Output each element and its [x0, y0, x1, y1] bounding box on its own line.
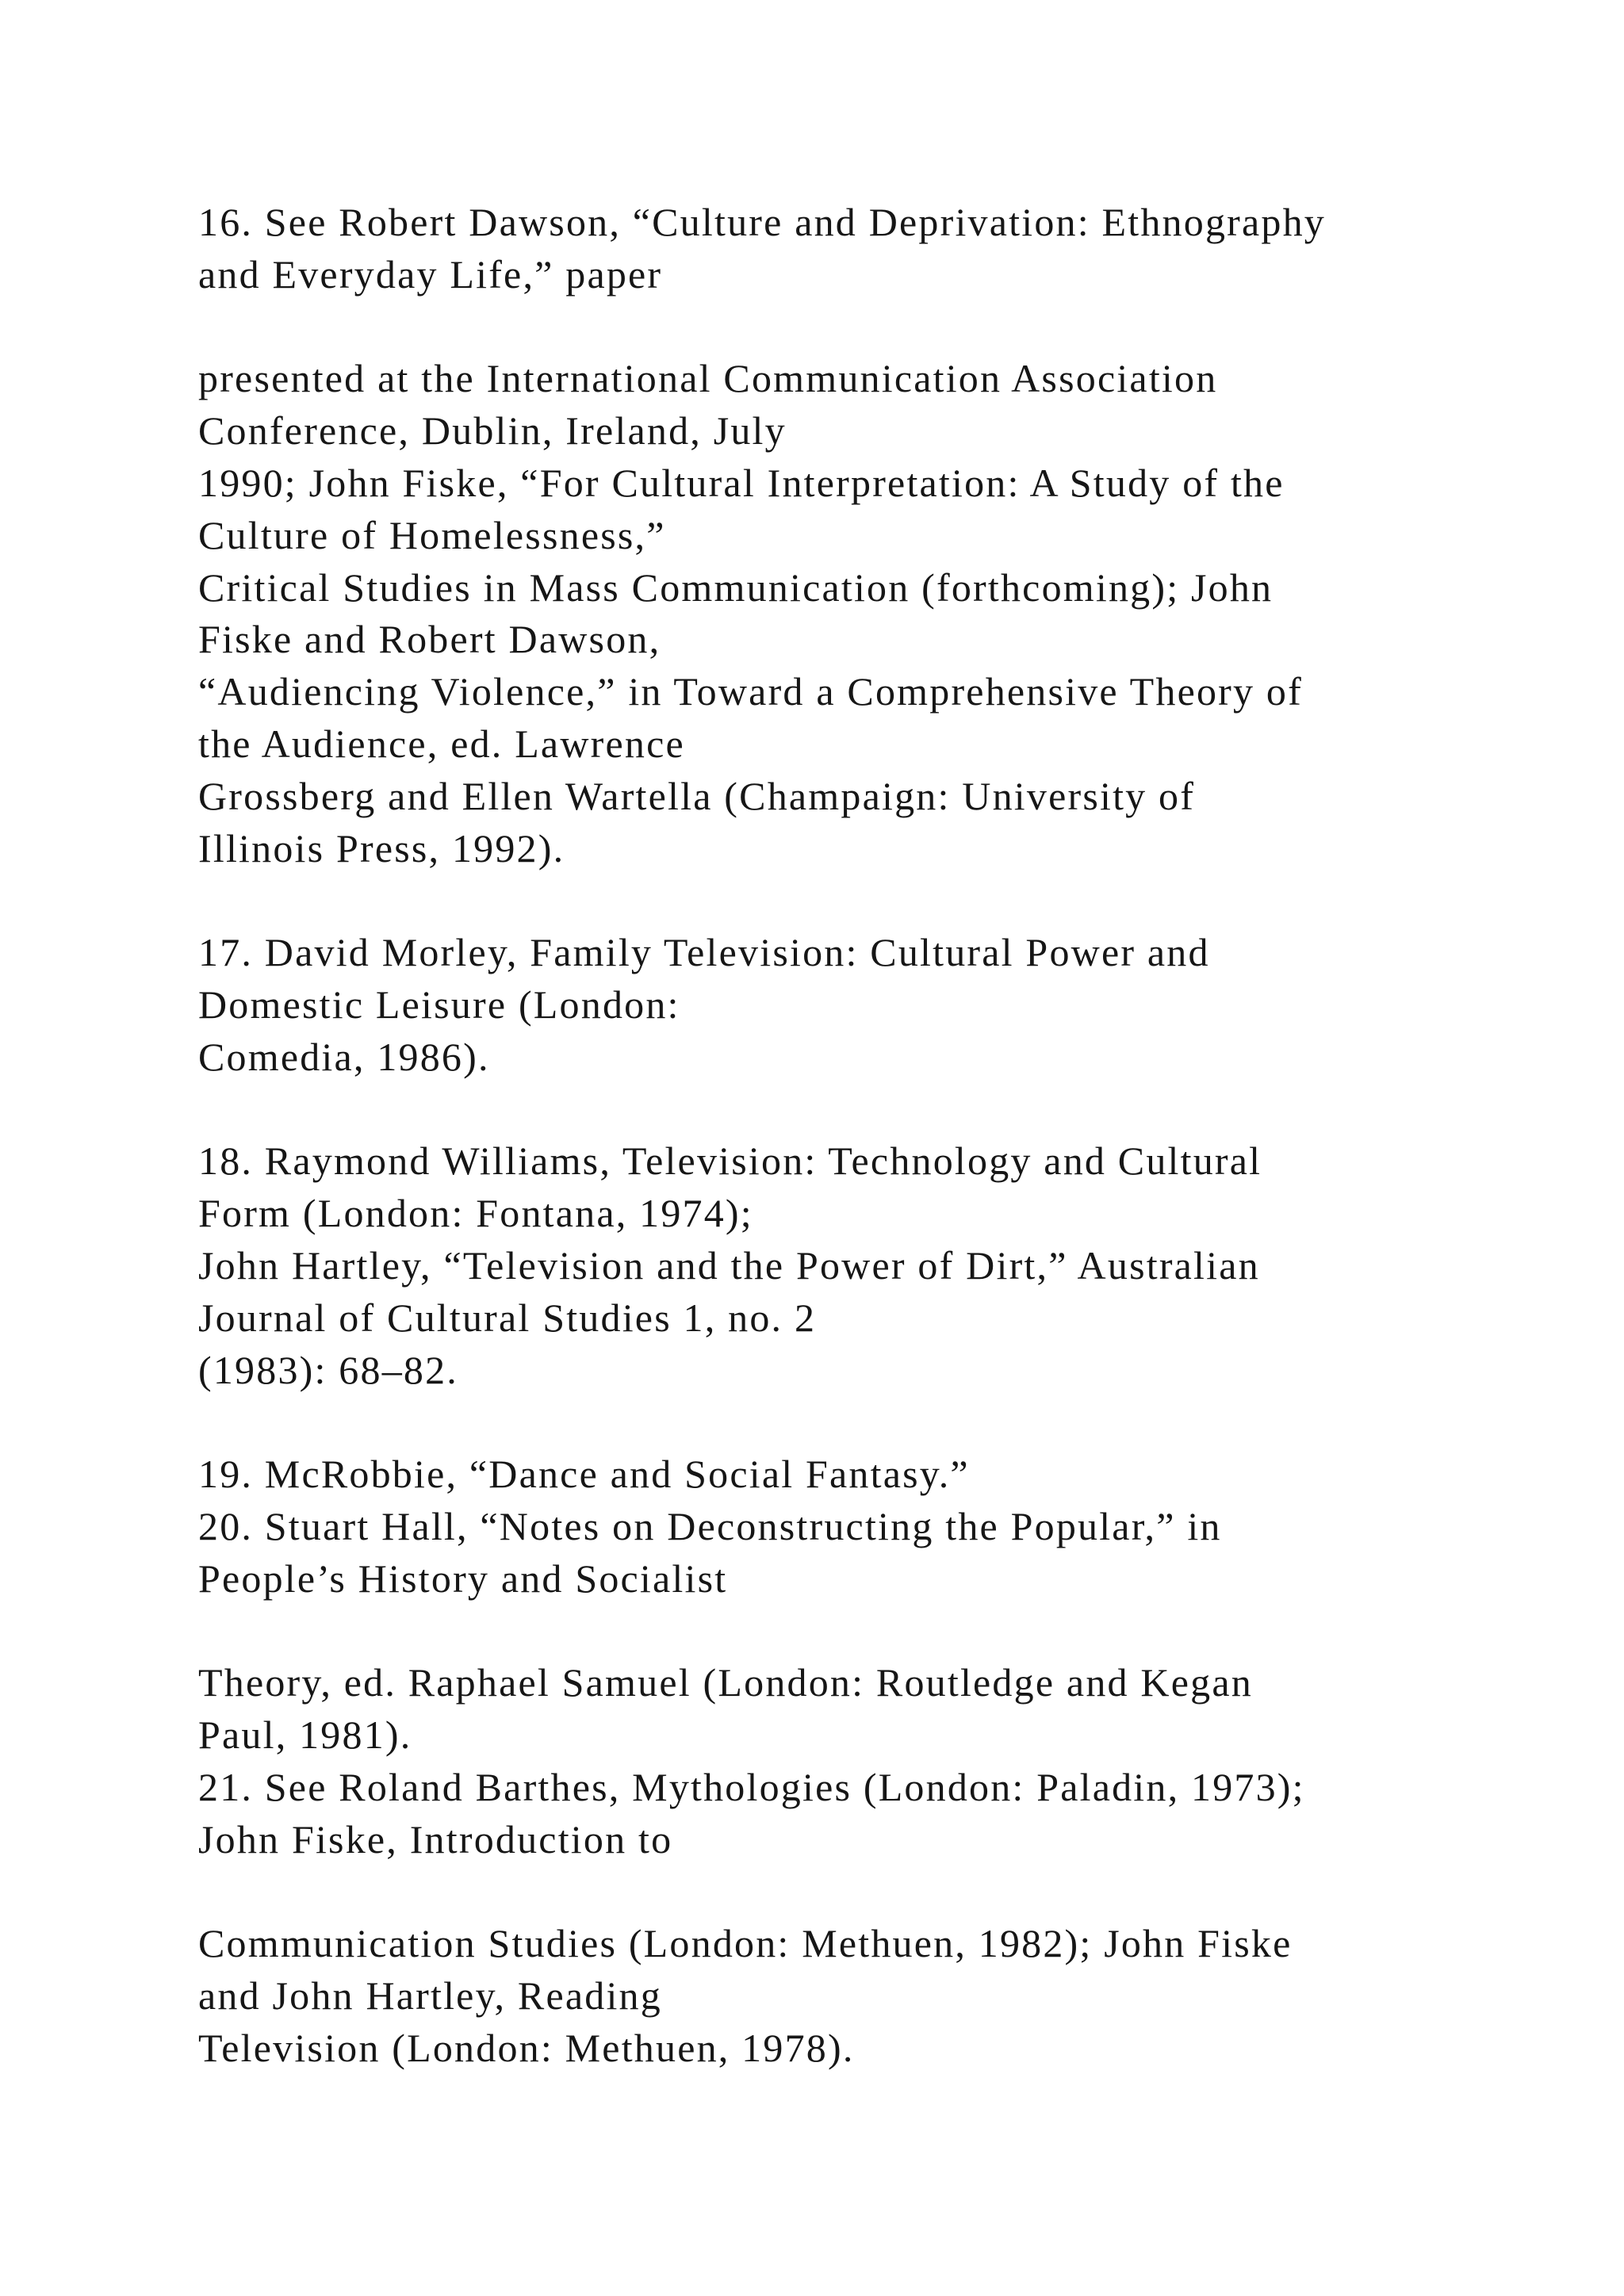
note-16-line-1: 16. See Robert Dawson, “Culture and Deprivation: Ethnography [198, 200, 1326, 244]
note-18-line-2: Form (London: Fontana, 1974); [198, 1191, 753, 1236]
note-16-line-7: Critical Studies in Mass Communication (forthcoming); John [198, 564, 1274, 610]
note-18-line-5: (1983): 68–82. [198, 1347, 458, 1392]
note-19-line-1: 19. McRobbie, “Dance and Social Fantasy.” [198, 1452, 970, 1497]
note-16-line-3: presented at the International Communication Association [198, 356, 1218, 401]
blank-line [198, 874, 1499, 927]
notes-text-block [198, 197, 1499, 2075]
note-20-line-3: Theory, ed. Raphael Samuel (London: Routledge and Kegan [198, 1660, 1253, 1705]
note-21-line-2: John Fiske, Introduction to [198, 1816, 673, 1862]
note-20-line-1: 20. Stuart Hall, “Notes on Deconstructing the Popular,” in [198, 1503, 1222, 1548]
note-21-line-3: Communication Studies (London: Methuen, 1982); John Fiske [198, 1921, 1293, 1966]
note-16-line-9: “Audiencing Violence,” in Toward a Comprehensive Theory of [198, 669, 1303, 714]
note-16-line-4: Conference, Dublin, Ireland, July [198, 408, 787, 453]
note-16-line-10: the Audience, ed. Lawrence [198, 721, 685, 766]
note-21-line-1: 21. See Roland Barthes, Mythologies (London: Paladin, 1973); [198, 1764, 1305, 1809]
blank-line [198, 1084, 1499, 1136]
note-20-line-2: People’s History and Socialist [198, 1556, 728, 1601]
note-21-line-4: and John Hartley, Reading [198, 1973, 662, 2019]
note-16-line-5: 1990; John Fiske, “For Cultural Interpretation: A Study of the [198, 460, 1285, 505]
note-16-line-2: and Everyday Life,” paper [198, 251, 663, 297]
note-17-line-3: Comedia, 1986). [198, 1034, 490, 1079]
note-16-line-12: Illinois Press, 1992). [198, 825, 565, 871]
note-18-line-1: 18. Raymond Williams, Television: Technology and Cultural [198, 1138, 1262, 1184]
note-21-line-5: Television (London: Methuen, 1978). [198, 2025, 855, 2070]
blank-line [198, 301, 1499, 354]
note-17-line-2: Domestic Leisure (London: [198, 982, 680, 1027]
blank-line [198, 1866, 1499, 1919]
note-18-line-4: Journal of Cultural Studies 1, no. 2 [198, 1295, 817, 1340]
note-20-line-4: Paul, 1981). [198, 1712, 412, 1758]
note-16-line-6: Culture of Homelessness,” [198, 512, 666, 557]
note-17-line-1: 17. David Morley, Family Television: Cultural Power and [198, 930, 1210, 975]
note-16-line-8: Fiske and Robert Dawson, [198, 617, 661, 662]
note-18-line-3: John Hartley, “Television and the Power of Dirt,” Australian [198, 1242, 1260, 1288]
blank-line [198, 1605, 1499, 1658]
note-16-line-11: Grossberg and Ellen Wartella (Champaign: University of [198, 773, 1196, 818]
blank-line [198, 1396, 1499, 1448]
